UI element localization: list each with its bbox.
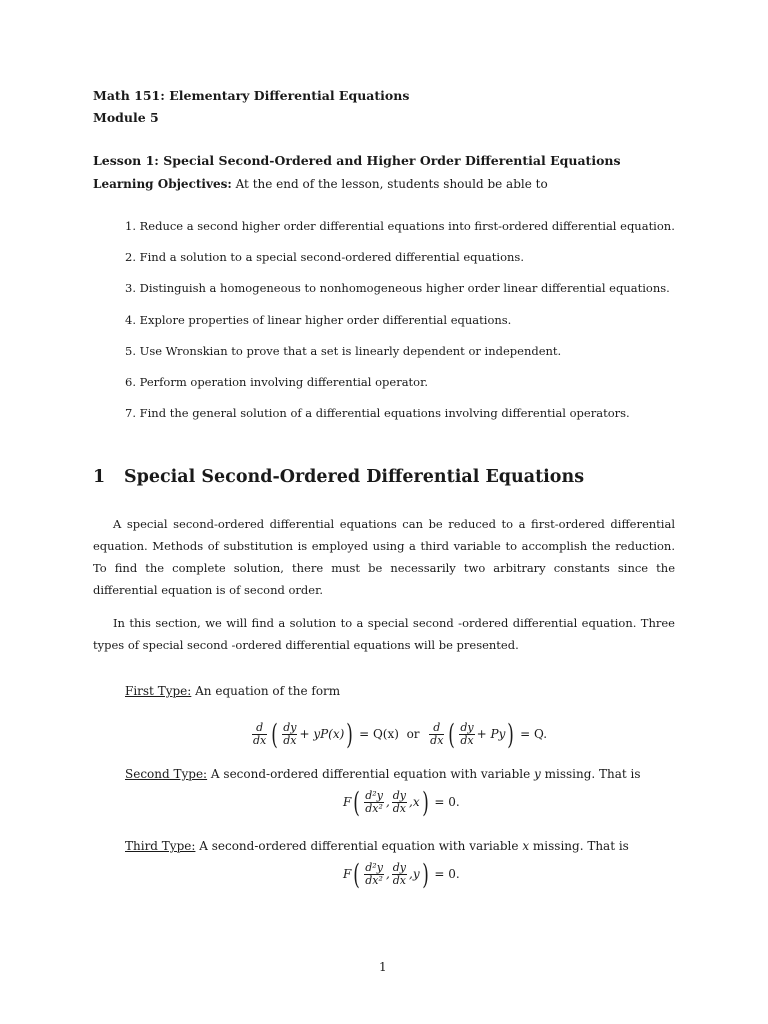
- third-type-label: Third Type:: [125, 839, 196, 853]
- page-number: 1: [379, 960, 387, 974]
- rhs-Q: = Q.: [520, 727, 548, 741]
- dy-dx-fraction: $\frac{dy}{dx}$: [283, 721, 297, 747]
- paragraph-2: [93, 612, 675, 656]
- module-label: Module 5: [93, 110, 159, 125]
- or-word: or: [406, 727, 420, 741]
- list-item: 1. Reduce a second higher order differential equations into first-ordered differential equation.: [125, 219, 675, 233]
- list-item: 6. Perform operation involving differential operator.: [125, 374, 428, 389]
- section-title: Special Second-Ordered Differential Equations: [124, 467, 585, 487]
- course-title: Math 151: Elementary Differential Equations: [93, 88, 410, 103]
- equation-third-type: F( $\frac{\text{d²y}}{\text{dx²}}$ , $\frac{dy}{dx}$ ,y) = 0.: [343, 857, 460, 891]
- objectives-label: Learning Objectives:: [93, 177, 232, 191]
- paragraph-1-text: A special second-ordered differential equations can be reduced to a first-ordered differential equation. Methods of substitution is employed using a third variable to accomplish the reduction. To find the complete solution, there must be necessarily two arbitrary constants since the differential equation is of second order.: [93, 517, 675, 597]
- paragraph-2-text: In this section, we will find a solution to a special second -ordered differential equation. Three types of special second -ordered differential equations will be presented.: [93, 616, 675, 652]
- lesson-title: Lesson 1: Special Second-Ordered and Higher Order Differential Equations: [93, 153, 621, 168]
- objectives-list: [125, 219, 745, 437]
- term-yPx: + yP(x): [299, 727, 345, 741]
- term-Py: + Py: [476, 727, 506, 741]
- section-heading: [93, 467, 584, 487]
- third-type-line: Third Type: A second-ordered differential equation with variable x missing. That is: [125, 839, 629, 853]
- first-type-label: First Type:: [125, 684, 192, 698]
- d-dx-fraction-2: $\frac{d}{dx}$: [430, 721, 444, 747]
- learning-objectives-intro: [93, 177, 548, 191]
- second-type-line: Second Type: A second-ordered differential equation with variable y missing. That is: [125, 767, 641, 781]
- list-item: 4. Explore properties of linear higher order differential equations.: [125, 312, 512, 327]
- first-type-line: [125, 684, 340, 698]
- equation-second-type: F( $\frac{\text{d²y}}{\text{dx²}}$ , $\frac{dy}{dx}$ ,x) = 0.: [343, 785, 460, 819]
- section-number: 1: [93, 467, 106, 487]
- objectives-intro-text: At the end of the lesson, students should be able to: [231, 177, 548, 191]
- list-item: 2. Find a solution to a special second-ordered differential equations.: [125, 250, 524, 265]
- list-item: 3. Distinguish a homogeneous to nonhomogeneous higher order linear differential equations.: [125, 281, 670, 296]
- second-type-label: Second Type:: [125, 767, 208, 781]
- list-item: 7. Find the general solution of a differential equations involving differential operators.: [125, 406, 630, 421]
- list-item: 5. Use Wronskian to prove that a set is linearly dependent or independent.: [125, 343, 562, 358]
- equation-first-type: $\frac{d}{dx}$ ( $\frac{dy}{dx}$ + yP(x)) = Q(x) or $\frac{d}{dx}$ ( $\frac{dy}{dx}$ + Py) = Q.: [253, 717, 548, 751]
- rhs-Qx: = Q(x): [359, 727, 399, 741]
- paragraph-1: [93, 513, 675, 601]
- first-type-text: An equation of the form: [191, 684, 341, 698]
- dy-dx-fraction-2: $\frac{dy}{dx}$: [460, 721, 474, 747]
- d-dx-fraction: $\frac{d}{dx}$: [253, 721, 267, 747]
